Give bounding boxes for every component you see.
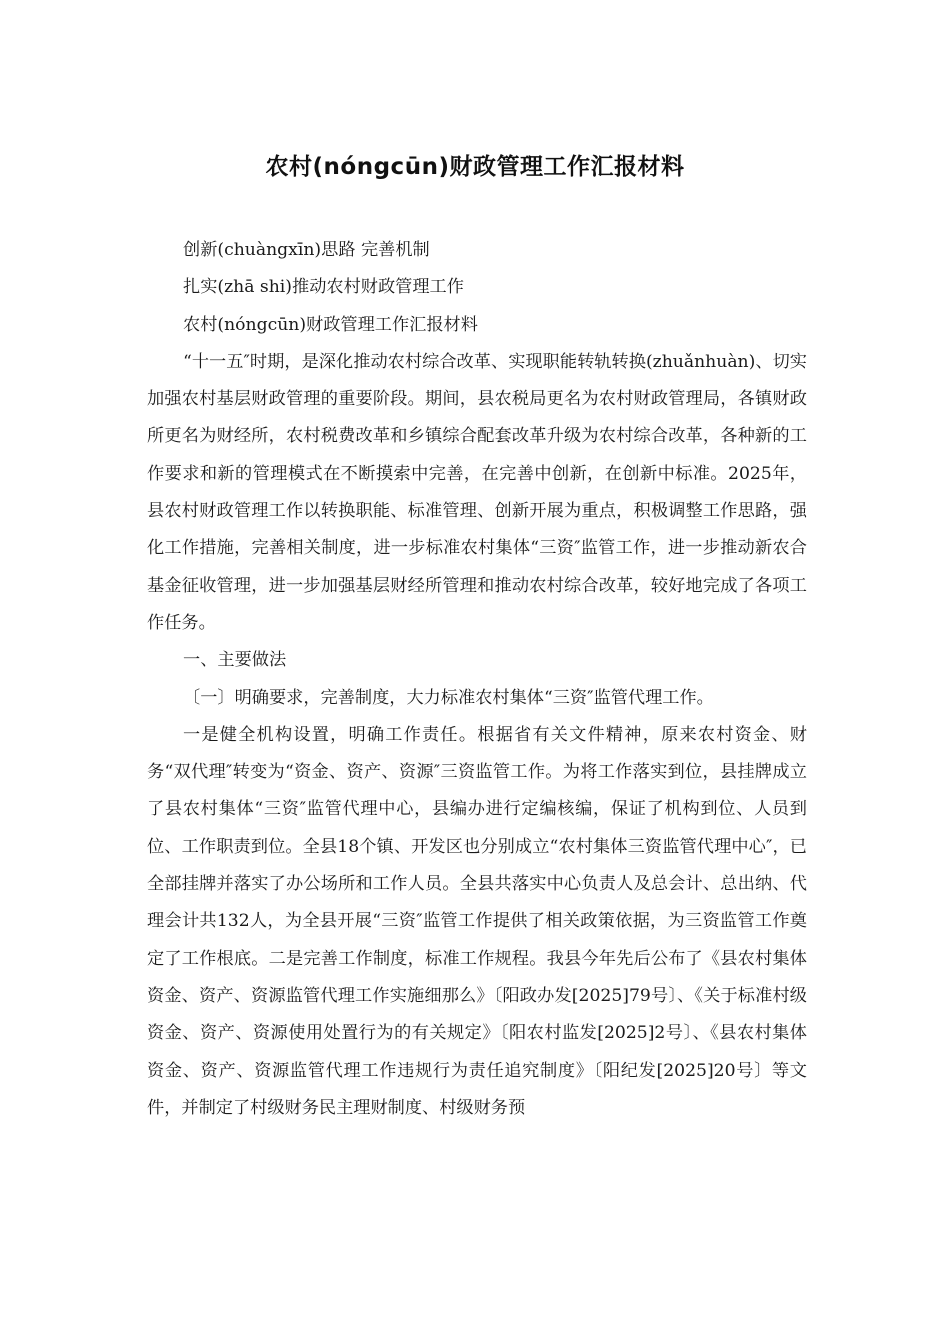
subtitle-line-3: 农村(nóngcūn)财政管理工作汇报材料	[183, 314, 478, 335]
document-title: 农村(nóngcūn)财政管理工作汇报材料	[265, 154, 685, 180]
subtitle-line-2: 扎实(zhā shi)推动农村财政管理工作	[183, 277, 464, 298]
subsection-heading: 〔一〕明确要求，完善制度，大力标准农村集体“三资″监管代理工作。	[183, 687, 714, 708]
section-heading: 一、主要做法	[183, 650, 287, 671]
body-paragraph: 一是健全机构设置，明确工作责任。根据省有关文件精神，原来农村资金、财务“双代理″转变为“资金、资产、资源″三资监管工作。为将工作落实到位，县挂牌成立了县农村集体“三资″监管代理中心，县编办进行定编核编，保证了机构到位、人员到位、工作职责到位。全县18个镇、开发区也分别成立“农村集体三资监管代理中心″，已全部挂牌并落实了办公场所和工作人员。全县共落实中心负责人及总会计、总出纳、代理会计共132人，为全县开展“三资″监管工作提供了相关政策依据，为三资监管工作奠定了工作根底。二是完善工作制度，标准工作规程。我县今年先后公布了《县农村集体资金、资产、资源监管代理工作实施细那么》〔阳政办发[2025]79号〕、《关于标准村级资金、资产、资源使用处置行为的有关规定》〔阳农村监发[2025]2号〕、《县农村集体资金、资产、资源监管代理工作违规行为责任追究制度》〔阳纪发[2025]20号〕等文件，并制定了村级财务民主理财制度、村级财务预	[147, 724, 807, 1118]
subtitle-line-1: 创新(chuàngxīn)思路 完善机制	[183, 240, 430, 260]
document-body	[147, 232, 807, 1127]
intro-paragraph: “十一五″时期，是深化推动农村综合改革、实现职能转轨转换(zhuǎnhuàn)、切实加强农村基层财政管理的重要阶段。期间，县农税局更名为农村财政管理局，各镇财政所更名为财经所，农村税费改革和乡镇综合配套改革升级为农村综合改革，各种新的工作要求和新的管理模式在不断摸索中完善，在完善中创新，在创新中标准。2025年，县农村财政管理工作以转换职能、标准管理、创新开展为重点，积极调整工作思路，强化工作措施，完善相关制度，进一步标准农村集体“三资″监管工作，进一步推动新农合基金征收管理，进一步加强基层财经所管理和推动农村综合改革，较好地完成了各项工作任务。	[147, 351, 807, 633]
